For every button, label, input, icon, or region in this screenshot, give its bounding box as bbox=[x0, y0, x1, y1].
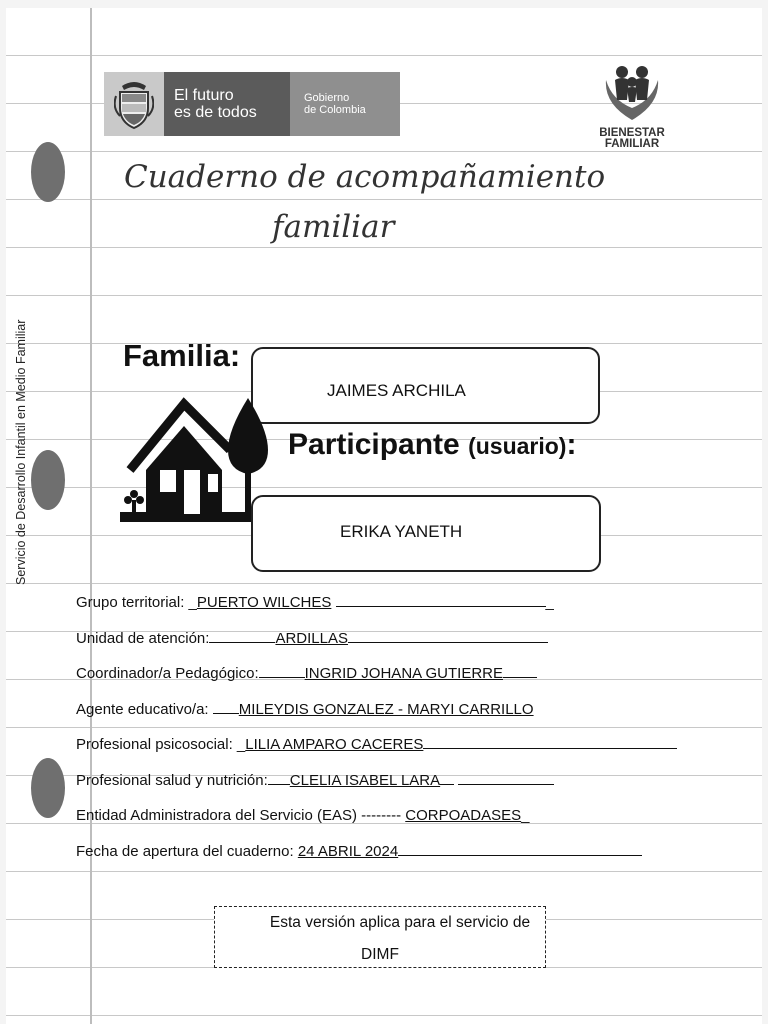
binder-hole bbox=[31, 142, 65, 202]
field-value: INGRID JOHANA GUTIERRE bbox=[304, 665, 503, 682]
field-entidad-administradora: Entidad Administradora del Servicio (EAS) -------- CORPOADASES_ bbox=[76, 807, 530, 824]
field-unidad-atencion bbox=[76, 624, 736, 660]
info-fields bbox=[76, 588, 736, 872]
blank-line bbox=[268, 767, 290, 785]
familia-label: Familia: bbox=[123, 338, 241, 373]
blank-line bbox=[336, 589, 546, 607]
side-service-text: Servicio de Desarrollo Infantil en Medio Familiar bbox=[14, 319, 28, 585]
logo-line-2: es de todos bbox=[174, 104, 257, 121]
coat-of-arms-icon bbox=[104, 72, 164, 136]
field-grupo-territorial: Grupo territorial: _PUERTO WILCHES _ bbox=[76, 588, 736, 624]
logo-line-1: El futuro bbox=[174, 87, 234, 104]
field-value: ARDILLAS bbox=[275, 629, 348, 647]
blank-line bbox=[398, 838, 642, 856]
participante-label bbox=[288, 428, 576, 462]
field-label: Agente educativo/a: bbox=[76, 700, 209, 718]
bienestar-familiar-logo bbox=[592, 60, 672, 150]
blank-line bbox=[213, 696, 239, 714]
title-line-2: familiar bbox=[272, 209, 395, 245]
field-value: CORPOADASES bbox=[405, 807, 522, 824]
blank-line bbox=[440, 767, 454, 785]
blank-line bbox=[503, 660, 537, 678]
field-value: MILEYDIS GONZALEZ - MARYI CARRILLO bbox=[238, 700, 534, 718]
field-label: Unidad de atención: bbox=[76, 629, 210, 647]
bienestar-line-2: FAMILIAR bbox=[604, 138, 660, 150]
participante-label-colon: : bbox=[566, 428, 577, 461]
note-line-1: Esta versión aplica para el servicio de bbox=[269, 914, 531, 931]
field-label: Fecha de apertura del cuaderno: bbox=[76, 842, 294, 860]
field-profesional-psicosocial bbox=[76, 730, 736, 766]
field-agente-educativo bbox=[76, 695, 736, 731]
gov-line-1: Gobierno bbox=[304, 92, 350, 104]
familia-value: JAIMES ARCHILA bbox=[327, 381, 466, 400]
bienestar-line-1: BIENESTAR bbox=[599, 127, 665, 139]
blank-line bbox=[348, 625, 548, 643]
title-line-1: Cuaderno de acompañamiento bbox=[124, 159, 606, 195]
participante-label-main: Participante bbox=[288, 428, 460, 461]
gov-line-2: de Colombia bbox=[304, 104, 366, 116]
family-hands-icon bbox=[600, 60, 664, 124]
blank-line bbox=[423, 731, 677, 749]
field-label: Grupo territorial: _ bbox=[76, 594, 197, 611]
field-fecha-apertura bbox=[76, 837, 736, 873]
note-line-2: DIMF bbox=[361, 946, 399, 963]
house-tree-icon bbox=[112, 390, 272, 530]
blank-line bbox=[458, 767, 554, 785]
el-futuro-badge bbox=[164, 72, 290, 136]
participante-value: ERIKA YANETH bbox=[340, 522, 463, 541]
blank-line bbox=[209, 625, 275, 643]
field-value: 24 ABRIL 2024 bbox=[297, 842, 399, 860]
field-value: PUERTO WILCHES bbox=[196, 594, 332, 611]
participante-label-small: (usuario) bbox=[468, 433, 567, 459]
page-title bbox=[124, 152, 644, 252]
familia-box bbox=[251, 347, 600, 424]
field-coordinador bbox=[76, 659, 736, 695]
version-note bbox=[214, 906, 546, 968]
gobierno-colombia-logo bbox=[104, 72, 400, 136]
binder-hole bbox=[31, 450, 65, 510]
gobierno-badge bbox=[290, 72, 400, 136]
field-value: LILIA AMPARO CACERES bbox=[245, 736, 424, 753]
blank-line bbox=[259, 660, 305, 678]
field-value: CLELIA ISABEL LARA bbox=[289, 771, 441, 789]
field-label: Entidad Administradora del Servicio (EAS) -------- bbox=[76, 807, 402, 824]
binder-hole bbox=[31, 758, 65, 818]
field-label: Profesional salud y nutrición: bbox=[76, 771, 268, 789]
field-label: Coordinador/a Pedagógico: bbox=[76, 665, 259, 682]
field-profesional-salud bbox=[76, 766, 736, 802]
participante-box bbox=[251, 495, 601, 572]
field-label: Profesional psicosocial: _ bbox=[76, 736, 246, 753]
